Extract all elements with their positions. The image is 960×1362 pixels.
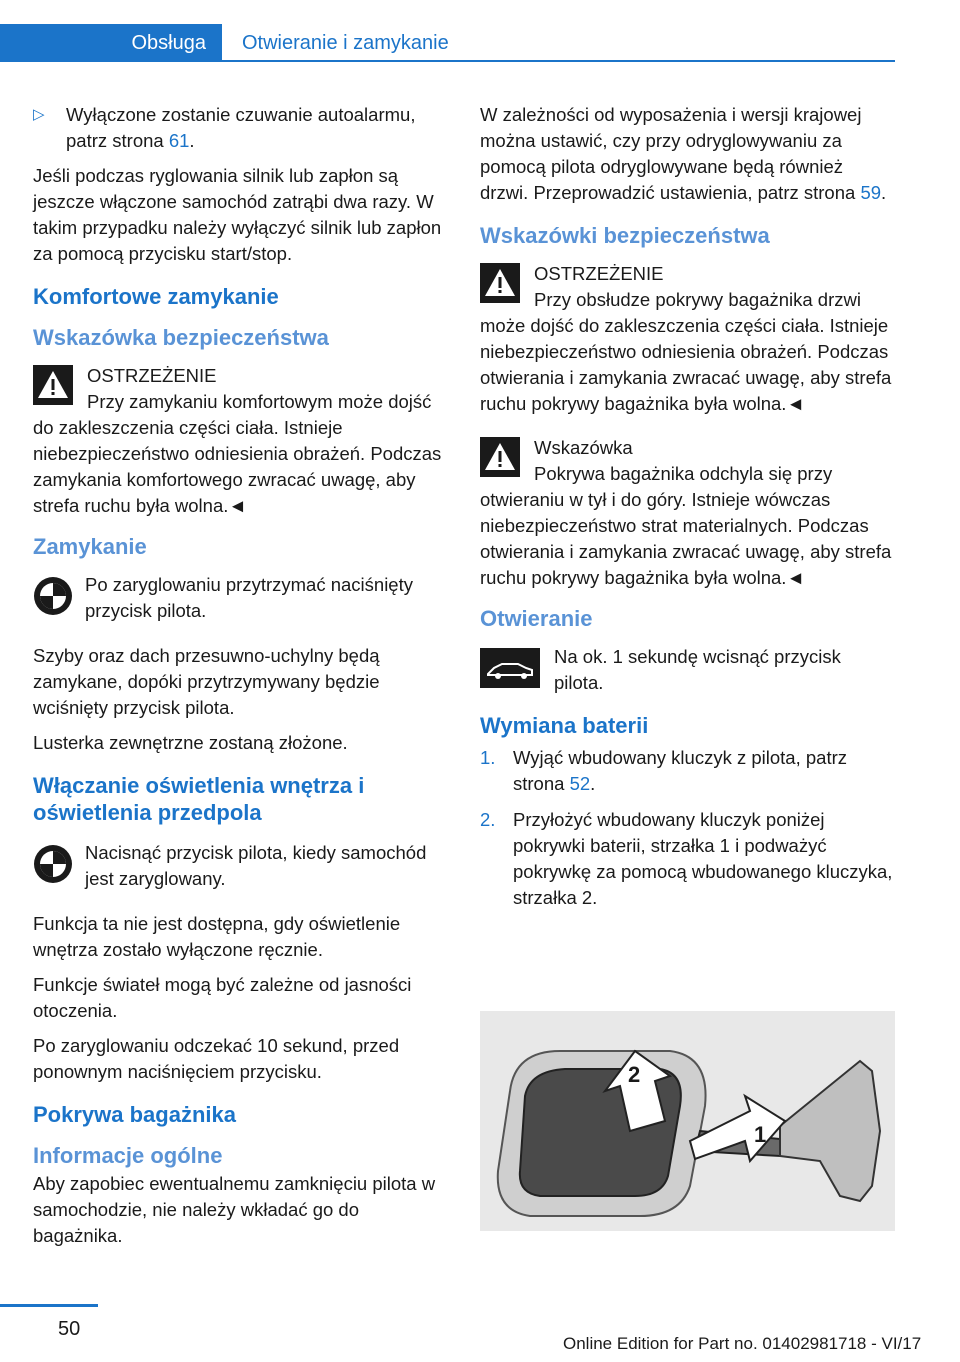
key-fob-drawing (480, 1011, 895, 1231)
warning-title: OSTRZEŻENIE (87, 365, 217, 386)
key-battery-illustration (480, 1011, 895, 1231)
paragraph: Aby zapobiec ewentualnemu zamknięciu pilota w samochodzie, nie należy wkładać go do bagażnika. (33, 1173, 436, 1246)
footer-rule (0, 1304, 98, 1307)
right-column (480, 102, 895, 921)
paragraph: Funkcje świateł mogą być zależne od jasności otoczenia. (33, 974, 412, 1021)
page-link-61[interactable]: 61 (168, 130, 190, 151)
tab-obsluga[interactable]: Obsługa (0, 24, 222, 62)
paragraph: Jeśli podczas ryglowania silnik lub zapłon są jeszcze włączone samochód zatrąbi dwa razy. W takim przypadku należy wyłączyć silnik lub zapłon za pomocą przycisku start/stop. (33, 165, 442, 264)
step-number: 1. (480, 747, 496, 768)
lights-instruction (33, 840, 448, 901)
page-number: 50 (58, 1318, 81, 1340)
heading-safety-note: Wskazówka bezpieczeństwa (33, 325, 329, 350)
left-column (33, 102, 448, 1258)
bullet-alarm (33, 102, 448, 154)
tip-title: Wskazówka (534, 437, 633, 458)
list-item (480, 807, 895, 911)
step-number: 2. (480, 809, 496, 830)
opening-instruction (480, 644, 895, 698)
heading-comfort-closing: Komfortowe zamykanie (33, 284, 279, 309)
battery-steps (480, 745, 895, 911)
closing-text: Po zaryglowaniu przytrzymać naciśnięty przycisk pilota. (85, 574, 413, 621)
step-text: Wyjąć wbudowany kluczyk z pilota, patrz strona (513, 747, 847, 794)
edition-text: Online Edition for Part no. 01402981718 - VI/17 (563, 1334, 922, 1353)
warning-icon (480, 437, 520, 477)
warning-icon (480, 263, 520, 303)
lights-text: Nacisnąć przycisk pilota, kiedy samochód jest zaryglowany. (85, 842, 427, 889)
warning-notice-trunk (480, 261, 895, 417)
paragraph: Lusterka zewnętrzne zostaną złożone. (33, 732, 348, 753)
header-tabs (0, 24, 895, 62)
step-text: Przyłożyć wbudowany kluczyk poniżej pokrywki baterii, strzałka 1 i podważyć pokrywkę za pomocą wbudowanego kluczyka, strzałka 2. (513, 809, 893, 908)
tab-otwieranie[interactable]: Otwieranie i zamykanie (242, 32, 449, 54)
bullet-triangle-icon: ▷ (33, 106, 45, 123)
paragraph: Szyby oraz dach przesuwno-uchylny będą zamykane, dopóki przytrzymywany będzie wciśnięty przycisk pilota. (33, 645, 380, 718)
bmw-key-icon (33, 844, 73, 884)
bullet-text: Wyłączone zostanie czuwanie autoalarmu, patrz strona (66, 104, 416, 151)
warning-notice (33, 363, 448, 519)
warning-title: OSTRZEŻENIE (534, 263, 664, 284)
bmw-key-icon (33, 576, 73, 616)
page-link-52[interactable]: 52 (569, 773, 591, 794)
arrow-2-label: 2 (628, 1062, 641, 1087)
tip-notice (480, 435, 895, 591)
settings-text: W zależności od wyposażenia i wersji krajowej można ustawić, czy przy odryglowywaniu za pomocą pilota odryglowywane będą również drzwi. Przeprowadzić ustawienia, patrz strona (480, 104, 862, 203)
arrow-1-label: 1 (754, 1122, 767, 1147)
heading-lights: Włączanie oświetlenia wnętrza i oświetlenia przedpola (33, 773, 365, 825)
opening-text: Na ok. 1 sekundę wcisnąć przycisk pilota. (554, 646, 841, 693)
header-rule (0, 60, 895, 62)
closing-instruction (33, 572, 448, 633)
car-trunk-icon (480, 648, 540, 688)
heading-battery: Wymiana baterii (480, 713, 649, 738)
page-link-59[interactable]: 59 (860, 182, 882, 203)
warning-text: Przy obsłudze pokrywy bagażnika drzwi może dojść do zakleszczenia części ciała. Istnieje niebezpieczeństwo odniesienia obrażeń. Podczas otwierania i zamykania zwracać uwagę, aby strefa ruchu pokrywy bagażnika była wolna.◄ (480, 289, 892, 414)
step-end: . (590, 773, 596, 794)
paragraph: Po zaryglowaniu odczekać 10 sekund, przed ponownym naciśnięciem przycisku. (33, 1035, 400, 1082)
heading-safety-notes: Wskazówki bezpieczeństwa (480, 223, 770, 248)
bullet-end: . (189, 130, 195, 151)
heading-general: Informacje ogólne (33, 1143, 223, 1168)
paragraph-settings (480, 102, 895, 206)
heading-opening: Otwieranie (480, 606, 593, 631)
heading-trunk: Pokrywa bagażnika (33, 1102, 236, 1127)
settings-end: . (881, 182, 887, 203)
warning-text: Przy zamykaniu komfortowym może dojść do zakleszczenia części ciała. Istnieje niebezpieczeństwo odniesienia obrażeń. Podczas zamykania komfortowego zwracać uwagę, aby strefa ruchu była wolna.◄ (33, 391, 442, 516)
paragraph: Funkcja ta nie jest dostępna, gdy oświetlenie wnętrza zostało wyłączone ręcznie. (33, 913, 401, 960)
tip-text: Pokrywa bagażnika odchyla się przy otwieraniu w tył i do góry. Istnieje wówczas niebezpieczeństwo strat materialnych. Podczas otwierania i zamykania zwracać uwagę, aby strefa ruchu pokrywy bagażnika była wolna.◄ (480, 463, 892, 588)
list-item (480, 745, 895, 797)
warning-icon (33, 365, 73, 405)
heading-closing: Zamykanie (33, 534, 147, 559)
